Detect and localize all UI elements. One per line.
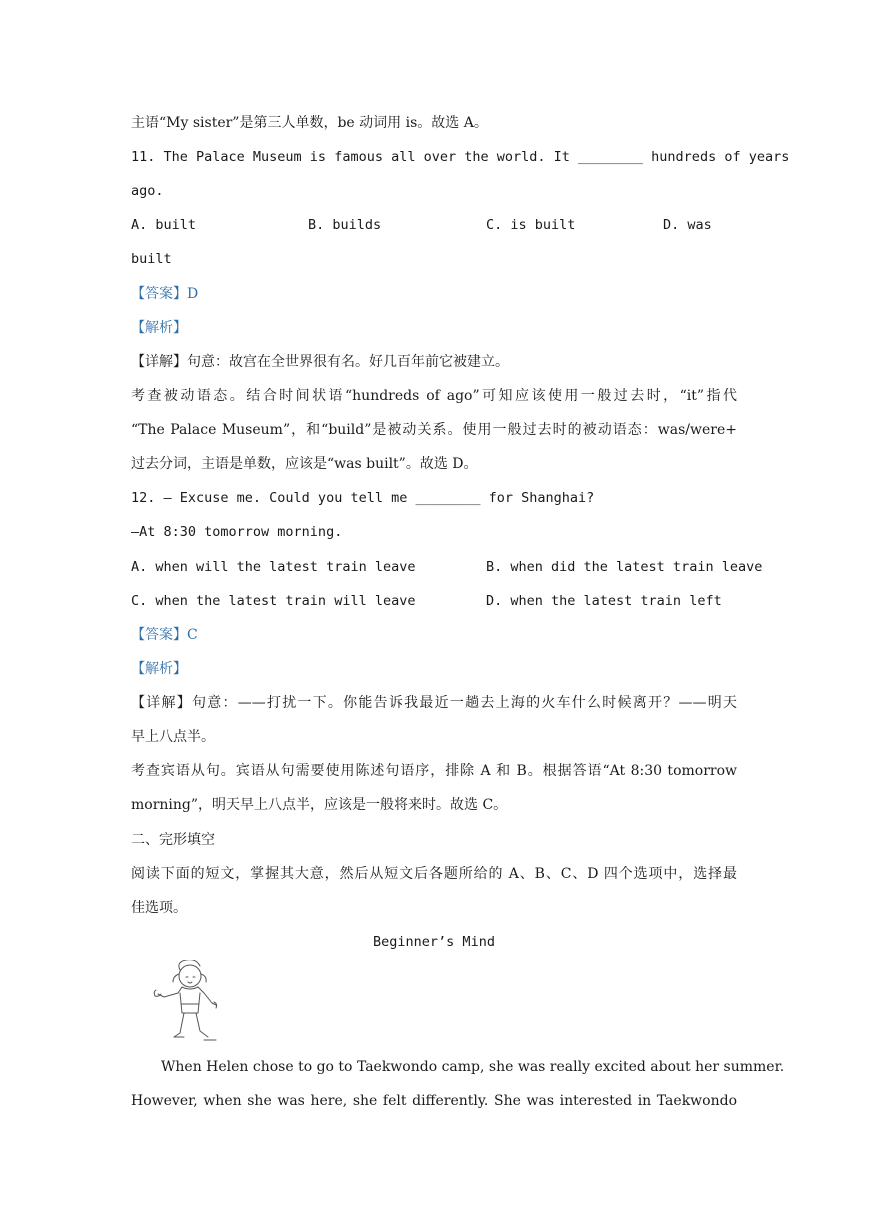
q12-option-c: C. when the latest train will leave	[131, 593, 416, 609]
section-heading: 二、完形填空	[131, 832, 215, 848]
passage-paragraph-1: When Helen chose to go to Taekwondo camp, she was really excited about her summer.	[161, 1059, 785, 1075]
q12-detail-2: 早上八点半。	[131, 729, 215, 745]
passage-title: Beginner’s Mind	[373, 934, 495, 950]
instructions-1: 阅读下面的短文，掌握其大意，然后从短文后各题所给的 A、B、C、D 四个选项中，选择最	[131, 866, 737, 882]
question-12-reply: —At 8:30 tomorrow morning.	[131, 524, 343, 540]
taekwondo-girl-illustration	[150, 960, 224, 1044]
instructions-2: 佳选项。	[131, 900, 187, 916]
q12-answer: 【答案】C	[131, 627, 198, 643]
text-line: 主语“My sister”是第三人单数，be 动词用 is。故选 A。	[131, 115, 488, 131]
q12-explanation-2: morning”，明天早上八点半，应该是一般将来时。故选 C。	[131, 797, 508, 813]
q11-option-b: B. builds	[308, 217, 382, 233]
q12-option-b: B. when did the latest train leave	[486, 559, 763, 575]
q11-option-d: D. was	[663, 217, 712, 233]
q12-detail-1: 【详解】句意：——打扰一下。你能告诉我最近一趟去上海的火车什么时候离开？——明天	[131, 695, 737, 711]
question-11-stem-cont: ago.	[131, 183, 164, 199]
q11-explanation-2: “The Palace Museum”，和“build”是被动关系。使用一般过去时的被动语态：was/were+	[131, 422, 737, 438]
q11-option-d-wrap: built	[131, 251, 172, 267]
passage-paragraph-2: However, when she was here, she felt differently. She was interested in Taekwondo	[131, 1093, 737, 1109]
q11-detail: 【详解】句意：故宫在全世界很有名。好几百年前它被建立。	[131, 354, 509, 370]
question-11-stem: 11. The Palace Museum is famous all over the world. It ________ hundreds of years	[131, 149, 790, 165]
q11-option-a: A. built	[131, 217, 197, 233]
q12-option-a: A. when will the latest train leave	[131, 559, 416, 575]
q12-analysis-label: 【解析】	[131, 661, 187, 677]
q11-explanation-3: 过去分词，主语是单数，应该是“was built”。故选 D。	[131, 456, 478, 472]
question-12-stem: 12. — Excuse me. Could you tell me ________ for Shanghai?	[131, 490, 595, 506]
q11-analysis-label: 【解析】	[131, 320, 187, 336]
q12-option-d: D. when the latest train left	[486, 593, 722, 609]
q11-option-c: C. is built	[486, 217, 576, 233]
q11-explanation-1: 考查被动语态。结合时间状语“hundreds of ago”可知应该使用一般过去时，“it”指代	[131, 388, 737, 404]
q12-explanation-1: 考查宾语从句。宾语从句需要使用陈述句语序，排除 A 和 B。根据答语“At 8:30 tomorrow	[131, 763, 737, 779]
q11-answer: 【答案】D	[131, 286, 199, 302]
